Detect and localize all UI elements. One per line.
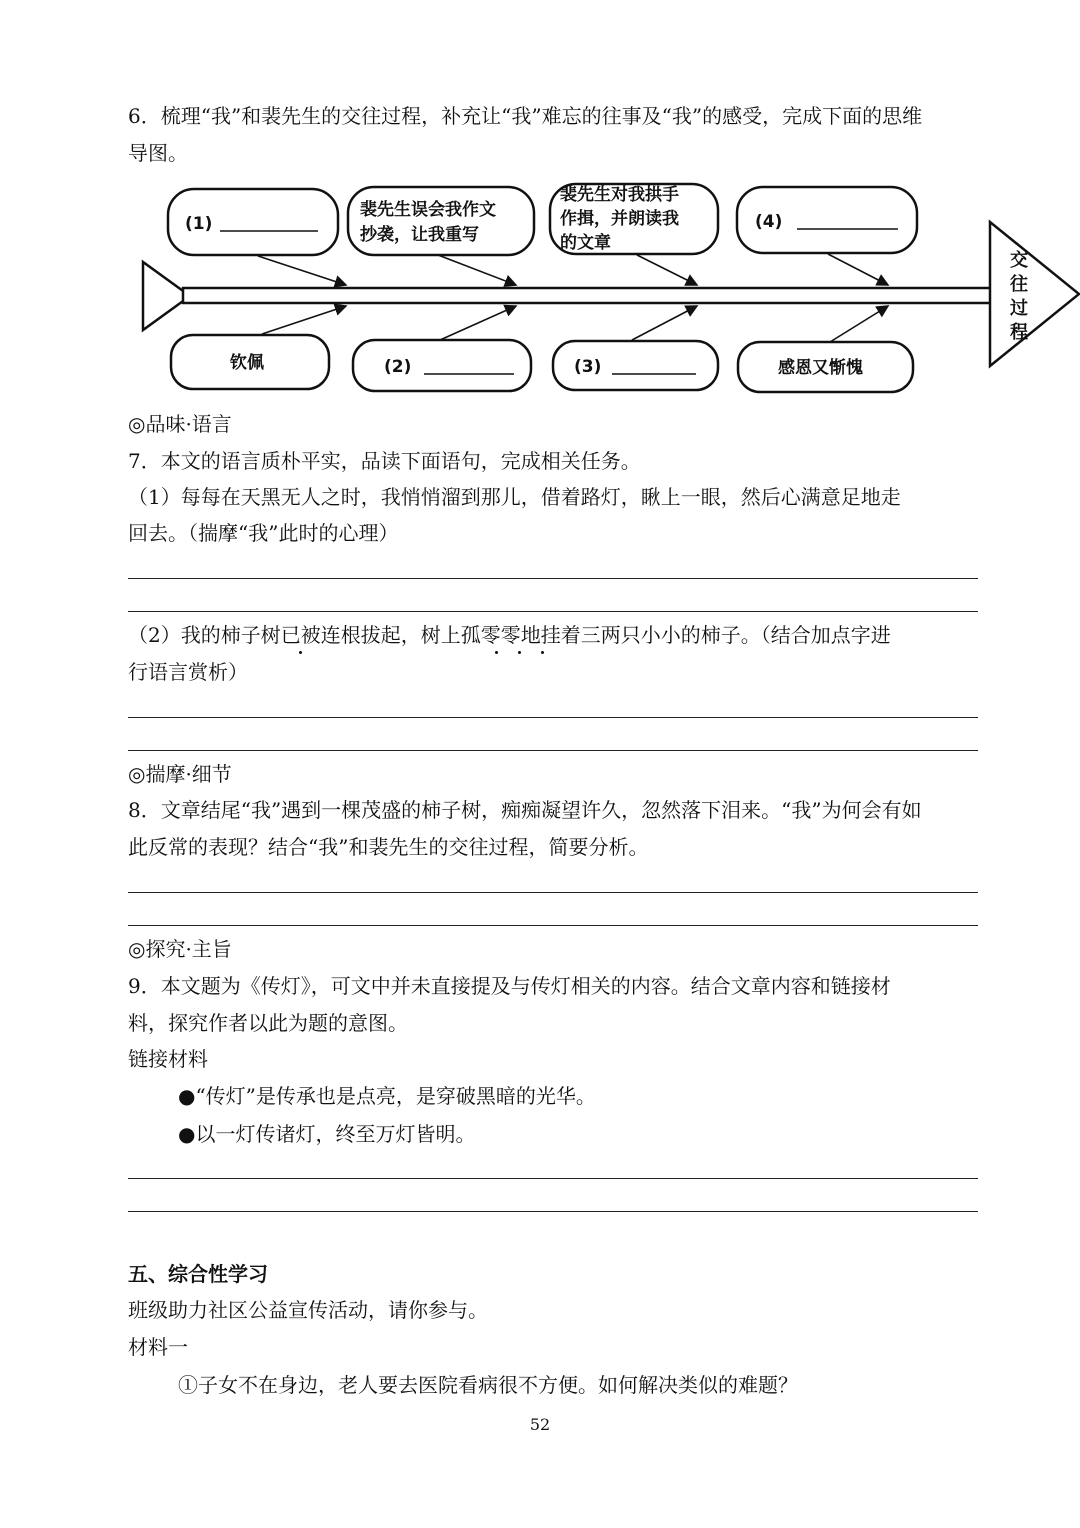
q7-part1-line2: 回去。（揣摩“我”此时的心理） xyxy=(128,521,399,545)
bottom-box-2-num: (2) xyxy=(384,357,412,377)
arrow-char-2: 往 xyxy=(1010,274,1028,295)
q6-text-line1: 6．梳理“我”和裴先生的交往过程，补充让“我”难忘的往事及“我”的感受，完成下面的思维 xyxy=(128,104,923,128)
section-heading-theme: ◎探究·主旨 xyxy=(128,937,232,961)
material-item: ①子女不在身边，老人要去医院看病很不方便。如何解决类似的难题？ xyxy=(178,1373,798,1397)
top-box-3-line2: 作揖，并朗读我 xyxy=(560,209,679,229)
page-number: 52 xyxy=(529,1415,551,1434)
answer-line[interactable] xyxy=(128,925,978,926)
top-box-1-num: (1) xyxy=(185,214,213,234)
emphasis-dot xyxy=(541,651,544,654)
q7-part1-line1: （1）每每在天黑无人之时，我悄悄溜到那儿，借着路灯，瞅上一眼，然后心满意足地走 xyxy=(128,485,901,509)
emphasis-dot xyxy=(299,651,302,654)
q9-text-line1: 9．本文题为《传灯》，可文中并未直接提及与传灯相关的内容。结合文章内容和链接材 xyxy=(128,974,891,998)
bottom-box-3-num: (3) xyxy=(574,357,602,377)
top-box-2-line2: 抄袭，让我重写 xyxy=(360,225,479,245)
q8-text-line1: 8．文章结尾“我”遇到一棵茂盛的柿子树，痴痴凝望许久，忽然落下泪来。“我”为何会有如 xyxy=(128,798,922,822)
section-five-intro: 班级助力社区公益宣传活动，请你参与。 xyxy=(128,1298,488,1322)
top-box-2-line1: 裴先生误会我作文 xyxy=(360,200,496,220)
bottom-box-2 xyxy=(353,340,531,391)
answer-line[interactable] xyxy=(128,1211,978,1212)
answer-line[interactable] xyxy=(128,578,978,579)
q6-text-line2: 导图。 xyxy=(128,141,188,165)
bottom-box-1-label: 钦佩 xyxy=(230,353,264,373)
section-heading-language: ◎品味·语言 xyxy=(128,412,232,436)
q7-text-line1: 7．本文的语言质朴平实，品读下面语句，完成相关任务。 xyxy=(128,449,641,473)
material-one-title: 材料一 xyxy=(128,1335,188,1359)
fish-head xyxy=(990,222,1079,366)
top-box-3-line1: 裴先生对我拱手 xyxy=(560,185,679,205)
answer-line[interactable] xyxy=(128,892,978,893)
answer-line[interactable] xyxy=(128,611,978,612)
q7-part2-line2: 行语言赏析） xyxy=(128,660,248,684)
q9-text-line2: 料，探究作者以此为题的意图。 xyxy=(128,1011,408,1035)
top-box-4-num: (4) xyxy=(755,212,783,232)
q7-part2-line1: （2）我的柿子树已被连根拔起，树上孤零零地挂着三两只小小的柿子。（结合加点字进 xyxy=(128,623,891,647)
answer-line[interactable] xyxy=(128,750,978,751)
answer-line[interactable] xyxy=(128,717,978,718)
bullet-item: ●“传灯”是传承也是点亮，是穿破黑暗的光华。 xyxy=(178,1084,596,1108)
top-box-3-line3: 的文章 xyxy=(560,233,611,253)
section-heading-detail: ◎揣摩·细节 xyxy=(128,762,232,786)
bottom-box-4-label: 感恩又惭愧 xyxy=(778,358,863,378)
fishbone-diagram xyxy=(0,0,1080,400)
emphasis-dot xyxy=(518,651,521,654)
arrow-char-1: 交 xyxy=(1010,250,1028,271)
link-material-title: 链接材料 xyxy=(128,1047,208,1071)
answer-line[interactable] xyxy=(128,1178,978,1179)
fish-spine xyxy=(183,288,995,303)
emphasis-dot xyxy=(495,651,498,654)
bullet-item: ●以一灯传诸灯，终至万灯皆明。 xyxy=(178,1122,476,1146)
section-five-title: 五、综合性学习 xyxy=(128,1262,268,1286)
arrow-char-3: 过 xyxy=(1010,298,1028,319)
arrow-char-4: 程 xyxy=(1010,322,1028,343)
q8-text-line2: 此反常的表现？结合“我”和裴先生的交往过程，简要分析。 xyxy=(128,835,649,859)
